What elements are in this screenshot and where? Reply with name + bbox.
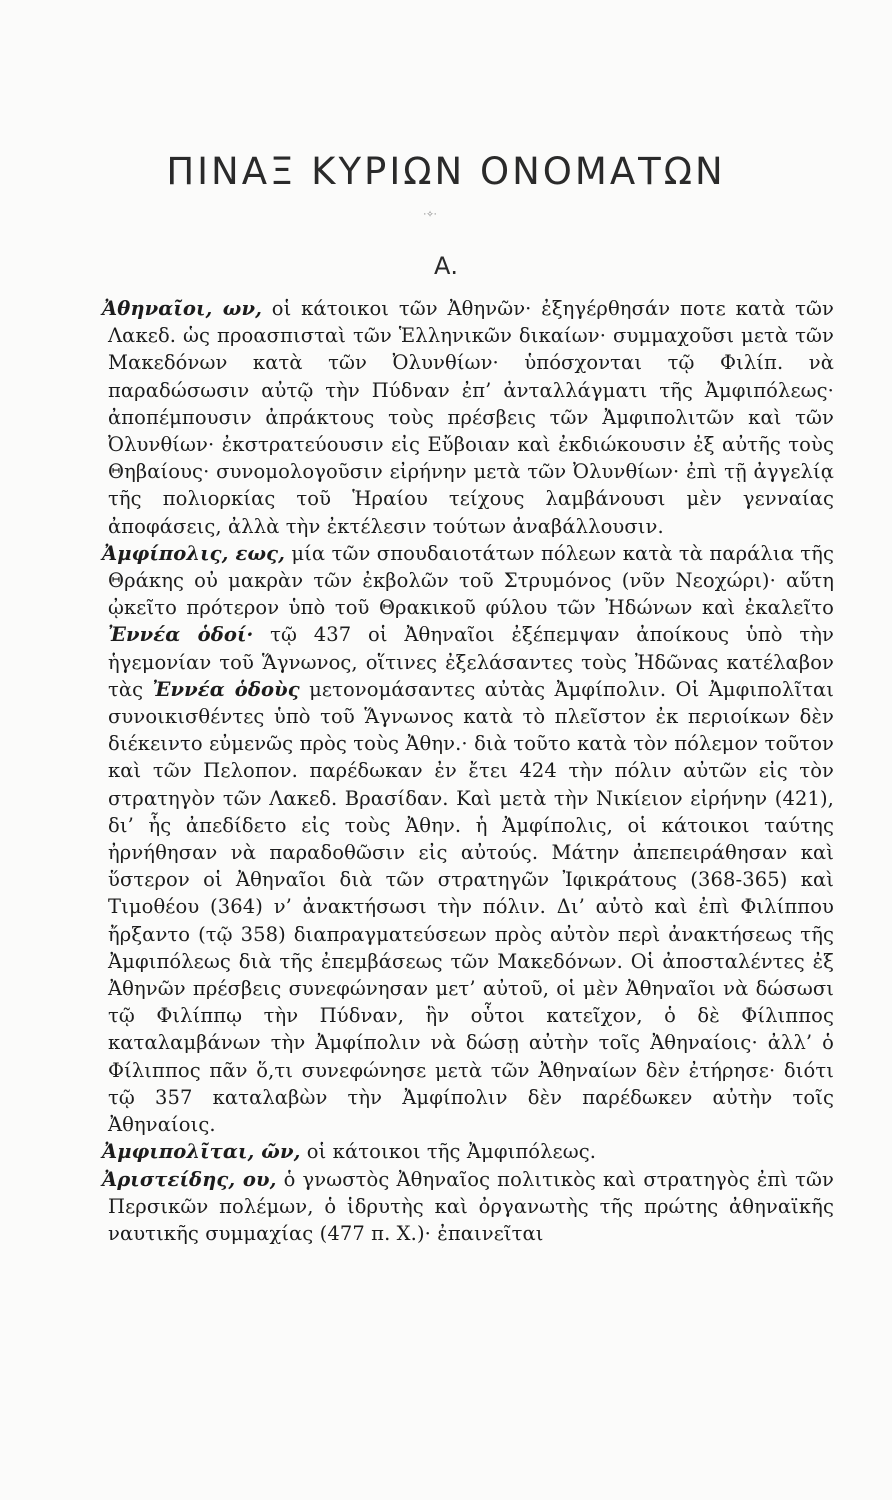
title-ornament: ·✧· <box>423 210 437 220</box>
index-entry-amphipolitans <box>102 1138 834 1165</box>
entry-emphasis: Ἐννέα ὁδοί· <box>108 623 254 647</box>
entry-headword: Ἀθηναῖοι, ων, <box>102 297 262 320</box>
entry-headword: Ἀμφιπολῖται, ῶν, <box>102 1140 301 1164</box>
index-body <box>102 295 835 1247</box>
page-title: ΠΙΝΑΞ ΚΥΡΙΩΝ ΟΝΟΜΑΤΩΝ <box>166 150 726 193</box>
index-entry-amphipolis <box>102 540 835 1138</box>
entry-text: οἱ κάτοικοι τῶν Ἀθηνῶν· ἐξηγέρθησάν ποτε κατὰ τῶν Λακεδ. ὡς προασπισταὶ τῶν Ἑλληνικῶν δικαίων· συμμαχοῦσι μετὰ τῶν Μακεδόνων κατὰ τῶν Ὀλυνθίων· ὑπόσχονται τῷ Φιλίπ. νὰ παραδώσωσιν αὐτῷ τὴν Πύδναν ἐπ’ ἀνταλλάγματι τῆς Ἀμφιπόλεως· ἀποπέμπουσιν ἀπράκτους τοὺς πρέσβεις τῶν Ἀμφιπολιτῶν καὶ τῶν Ὀλυνθίων· ἐκστρατεύουσιν εἰς Εὔβοιαν καὶ ἐκδιώκουσιν ἐξ αὐτῆς τοὺς Θηβαίους· συνομολογοῦσιν εἰρήνην μετὰ τῶν Ὀλυνθίων· ἐπὶ τῇ ἀγγελίᾳ τῆς πολιορκίας τοῦ Ἡραίου τείχους λαμβάνουσι μὲν γενναίας ἀποφάσεις, ἀλλὰ τὴν ἐκτέλεσιν τούτων ἀναβάλλουσιν. <box>108 297 834 538</box>
entry-headword: Ἀριστείδης, ου, <box>102 1167 277 1191</box>
entry-text: οἱ κάτοικοι τῆς Ἀμφιπόλεως. <box>300 1140 597 1164</box>
index-entry-athenians <box>102 295 834 540</box>
index-entry-aristeides <box>102 1166 834 1248</box>
entry-text: ὁ γνωστὸς Ἀθηναῖος πολιτικὸς καὶ στρατηγὸς ἐπὶ τῶν Περσικῶν πολέμων, ὁ ἱδρυτὴς καὶ ὀργανωτὴς τῆς πρώτης ἀθηναϊκῆς ναυτικῆς συμμαχίας (477 π. Χ.)· ἐπαινεῖται <box>108 1167 834 1245</box>
entry-emphasis: Ἐννέα ὁδοὺς <box>152 677 300 701</box>
entry-text: μία τῶν σπουδαιοτάτων πόλεων κατὰ τὰ παράλια τῆς Θράκης οὐ μακρὰν τῶν ἐκβολῶν τοῦ Στρυμόνος (νῦν Νεοχώρι)· αὕτη ᾠκεῖτο πρότερον ὑπὸ τοῦ Θρακικοῦ φύλου τῶν Ἠδώνων καὶ ἐκαλεῖτο <box>108 541 834 620</box>
entry-text: τῷ 437 οἱ Ἀθηναῖοι ἐξέπεμψαν ἀποίκους ὑπὸ τὴν ἡγεμονίαν τοῦ Ἅγνωνος, οἵτινες ἐξελάσαντες τοὺς Ἠδῶνας κατέλαβον τὰς <box>108 623 834 701</box>
section-letter: Α. <box>433 252 459 280</box>
entry-headword: Ἀμφίπολις, εως, <box>102 541 285 565</box>
entry-text: μετονομάσαντες αὐτὰς Ἀμφίπολιν. Οἱ Ἀμφιπολῖται συνοικισθέντες ὑπὸ τοῦ Ἅγνωνος κατὰ τὸ πλεῖστον ἐκ περιοίκων δὲν διέκειντο εὐμενῶς πρὸς τοὺς Ἀθην.· διὰ τοῦτο κατὰ τὸν πόλεμον τοῦτον καὶ τῶν Πελοπον. παρέδωκαν ἐν ἔτει 424 τὴν πόλιν αὐτῶν εἰς τὸν στρατηγὸν τῶν Λακεδ. Βρασίδαν. Καὶ μετὰ τὴν Νικίειον εἰρήνην (421), δι’ ἧς ἀπεδίδετο εἰς τοὺς Ἀθην. ἡ Ἀμφίπολις, οἱ κάτοικοι ταύτης ἠρνήθησαν νὰ παραδοθῶσιν εἰς αὐτούς. Μάτην ἀπεπειράθησαν καὶ ὕστερον οἱ Ἀθηναῖοι διὰ τῶν στρατηγῶν Ἰφικράτους (368-365) καὶ Τιμοθέου (364) ν’ ἀνακτήσωσι τὴν πόλιν. Δι’ αὐτὸ καὶ ἐπὶ Φιλίππου ἤρξαντο (τῷ 358) διαπραγματεύσεων πρὸς αὐτὸν περὶ ἀνακτήσεως τῆς Ἀμφιπόλεως διὰ τῆς ἐπεμβάσεως τῶν Μακεδόνων. Οἱ ἀποσταλέντες ἐξ Ἀθηνῶν πρέσβεις συνεφώνησαν μετ’ αὐτοῦ, οἱ μὲν Ἀθηναῖοι νὰ δώσωσι τῷ Φιλίππῳ τὴν Πύδναν, ἣν οὗτοι κατεῖχον, ὁ δὲ Φίλιππος καταλαμβάνων τὴν Ἀμφίπολιν νὰ δώσῃ αὐτὴν τοῖς Ἀθηναίοις· ἀλλ’ ὁ Φίλιππος πᾶν ὅ,τι συνεφώνησε μετὰ τῶν Ἀθηναίων δὲν ἐτήρησε· διότι τῷ 357 καταλαβὼν τὴν Ἀμφίπολιν δὲν παρέδωκεν αὐτὴν τοῖς Ἀθηναίοις. <box>108 677 835 1137</box>
